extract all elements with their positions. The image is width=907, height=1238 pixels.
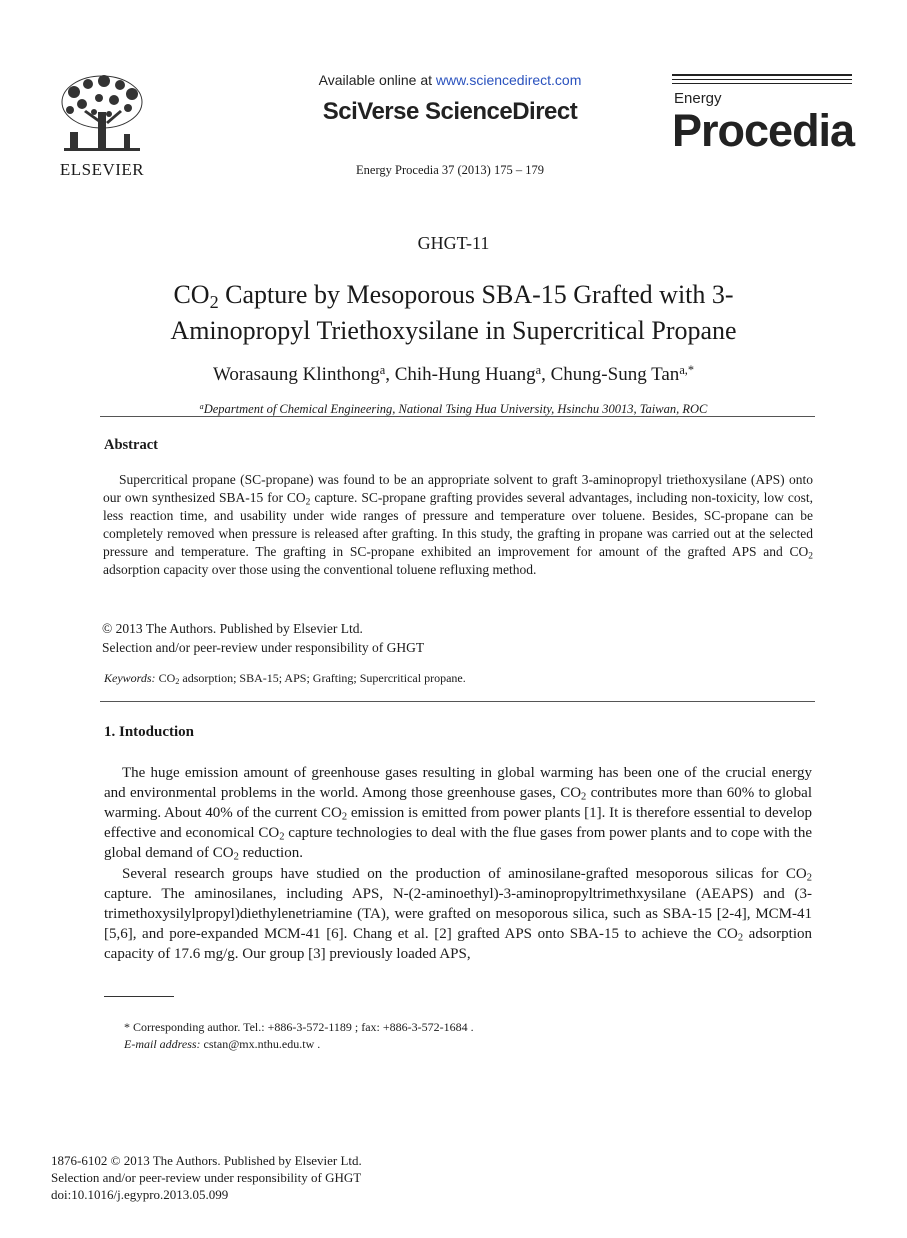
paragraph: The huge emission amount of greenhouse gases resulting in global warming has been one of the crucial energy and environmental problems in the world. Among those greenhouse gases, $CO_2$ contributes more than 60% to global warming. About 40% of the current $CO_2$ emission is emitted from power plants [1]. It is therefore essential to develop effective and economical $CO_2$ capture technologies to deal with the flue gases from power plants and to cope with the global demand of $CO_2$ reduction. (104, 765, 813, 863)
publisher-wordmark: ELSEVIER (59, 160, 145, 179)
conference-name: GHGT-11 (417, 233, 490, 253)
divider (100, 701, 815, 702)
page-footer: 1876-6102 © 2013 The Authors. Published by Elsevier Ltd. Selection and/or peer-review under responsibility of GHGT doi:10.1016/j.egypro.2013.05.099 (51, 1153, 362, 1202)
author-list: Worasaung Klinthong$^a$, Chih-Hung Huang$^a$, Chung-Sung Tan$^{a,*}$ (212, 362, 695, 385)
keywords: Keywords: $CO_2$ adsorption; SBA-15; APS; Grafting; Supercritical propane. (104, 671, 466, 687)
author-name: Chih-Hung Huang (394, 364, 536, 385)
platform-name: SciVerse ScienceDirect (322, 98, 578, 125)
paper-title: CO2 Capture by Mesoporous SBA-15 Grafted with 3- Aminopropyl Triethoxysilane in Supercritical Propane (170, 280, 737, 345)
elsevier-tree-icon (54, 72, 150, 158)
abstract-heading: Abstract (104, 437, 158, 453)
logo-rule (672, 79, 852, 80)
sciencedirect-link[interactable]: www.sciencedirect.com (435, 72, 582, 88)
footnote: * Corresponding author. Tel.: +886-3-572-1189 ; fax: +886-3-572-1684 . E-mail address: cstan@mx.nthu.edu.tw . (124, 1020, 474, 1051)
author-name: Worasaung Klinthong (212, 364, 380, 385)
doi: doi:10.1016/j.egypro.2013.05.099 (51, 1187, 229, 1202)
section-heading: 1. Intoduction (104, 724, 195, 740)
available-online: Available online at www.sciencedirect.com (318, 72, 582, 88)
divider (100, 416, 815, 417)
journal-reference: Energy Procedia 37 (2013) 175 – 179 (356, 163, 544, 177)
affiliation: $^a$Department of Chemical Engineering, National Tsing Hua University, Hsinchu 30013, Taiwan, ROC (199, 401, 708, 416)
footnote-rule (104, 996, 174, 997)
email-address: cstan@mx.nthu.edu.tw . (200, 1037, 321, 1051)
copyright-notice: © 2013 The Authors. Published by Elsevier Ltd. Selection and/or peer-review under responsibility of GHGT (102, 621, 425, 655)
logo-rule (672, 83, 852, 84)
abstract-text: Supercritical propane (SC-propane) was found to be an appropriate solvent to graft 3-aminopropyl triethoxysilane (APS) onto our own synthesized SBA-15 for $CO_2$ capture. SC-propane grafting provides several advantages, including non-toxicity, low cost, less reaction time, and usability under wide ranges of pressure and temperature over toluene. Besides, SC-propane can be completely removed when pressure is released after grafting. In this study, the grafting in propane was carried out at the selected pressure and temperature. The grafting in SC-propane exhibited an improvement for amount of the grafted APS and $CO_2$ adsorption capacity over those using the conventional toluene refluxing method. (103, 472, 813, 578)
elsevier-logo (52, 72, 152, 182)
author-name: Chung-Sung Tan (550, 364, 680, 385)
paragraph: Several research groups have studied on the production of aminosilane-grafted mesoporous silicas for $CO_2$ capture. The aminosilanes, including APS, N-(2-aminoethyl)-3-aminopropyltrimethxysilane (AEAPS) and (3-trimethoxysilylpropyl)diethylenetriamine (TA), were grafted on mesoporous silica, such as SBA-15 [2-4], MCM-41 [5,6], and pore-expanded MCM-41 [6]. Chang et al. [2] grafted APS onto SBA-15 to achieve the $CO_2$ adsorption capacity of 17.6 mg/g. Our group [3] previously loaded APS, (104, 866, 812, 962)
journal-name-large: Procedia (672, 105, 855, 156)
logo-rule (672, 74, 852, 76)
journal-logo (672, 74, 855, 184)
journal-name-small: Energy (674, 90, 722, 107)
